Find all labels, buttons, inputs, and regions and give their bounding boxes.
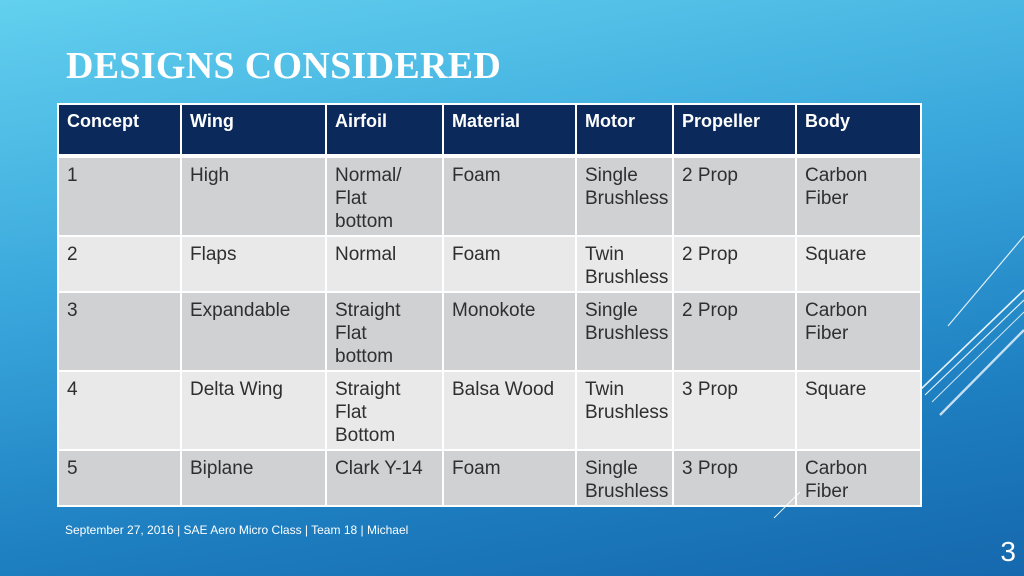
cell-body: Carbon Fiber [796,450,921,506]
cell-body: Carbon Fiber [796,156,921,236]
cell-concept: 4 [58,371,181,450]
cell-airfoil: Straight Flat Bottom [326,371,443,450]
cell-motor: Single Brushless [576,292,673,371]
column-header-airfoil: Airfoil [326,104,443,156]
cell-wing: Biplane [181,450,326,506]
cell-material: Foam [443,156,576,236]
cell-airfoil: Normal/ Flat bottom [326,156,443,236]
cell-body: Square [796,371,921,450]
slide-title: DESIGNS CONSIDERED [66,45,502,87]
cell-propeller: 2 Prop [673,236,796,292]
cell-motor: Single Brushless [576,156,673,236]
cell-motor: Single Brushless [576,450,673,506]
cell-body: Square [796,236,921,292]
cell-body: Carbon Fiber [796,292,921,371]
cell-concept: 5 [58,450,181,506]
cell-concept: 2 [58,236,181,292]
cell-propeller: 2 Prop [673,292,796,371]
cell-propeller: 3 Prop [673,371,796,450]
cell-propeller: 3 Prop [673,450,796,506]
column-header-propeller: Propeller [673,104,796,156]
decorative-line [948,236,1024,326]
cell-material: Balsa Wood [443,371,576,450]
cell-concept: 3 [58,292,181,371]
cell-material: Foam [443,450,576,506]
cell-airfoil: Normal [326,236,443,292]
cell-airfoil: Clark Y-14 [326,450,443,506]
cell-material: Foam [443,236,576,292]
decorative-line [774,492,800,518]
column-header-motor: Motor [576,104,673,156]
decorative-line [920,290,1024,390]
decorative-line [940,330,1024,415]
cell-wing: Expandable [181,292,326,371]
decorative-line [932,312,1024,402]
column-header-material: Material [443,104,576,156]
footer-text: September 27, 2016 | SAE Aero Micro Class | Team 18 | Michael [65,523,409,537]
column-header-concept: Concept [58,104,181,156]
cell-airfoil: Straight Flat bottom [326,292,443,371]
column-header-wing: Wing [181,104,326,156]
cell-propeller: 2 Prop [673,156,796,236]
cell-wing: Flaps [181,236,326,292]
column-header-body: Body [796,104,921,156]
cell-wing: High [181,156,326,236]
cell-motor: Twin Brushless [576,371,673,450]
cell-concept: 1 [58,156,181,236]
cell-wing: Delta Wing [181,371,326,450]
cell-motor: Twin Brushless [576,236,673,292]
cell-material: Monokote [443,292,576,371]
slide-number: 3 [1000,536,1016,567]
